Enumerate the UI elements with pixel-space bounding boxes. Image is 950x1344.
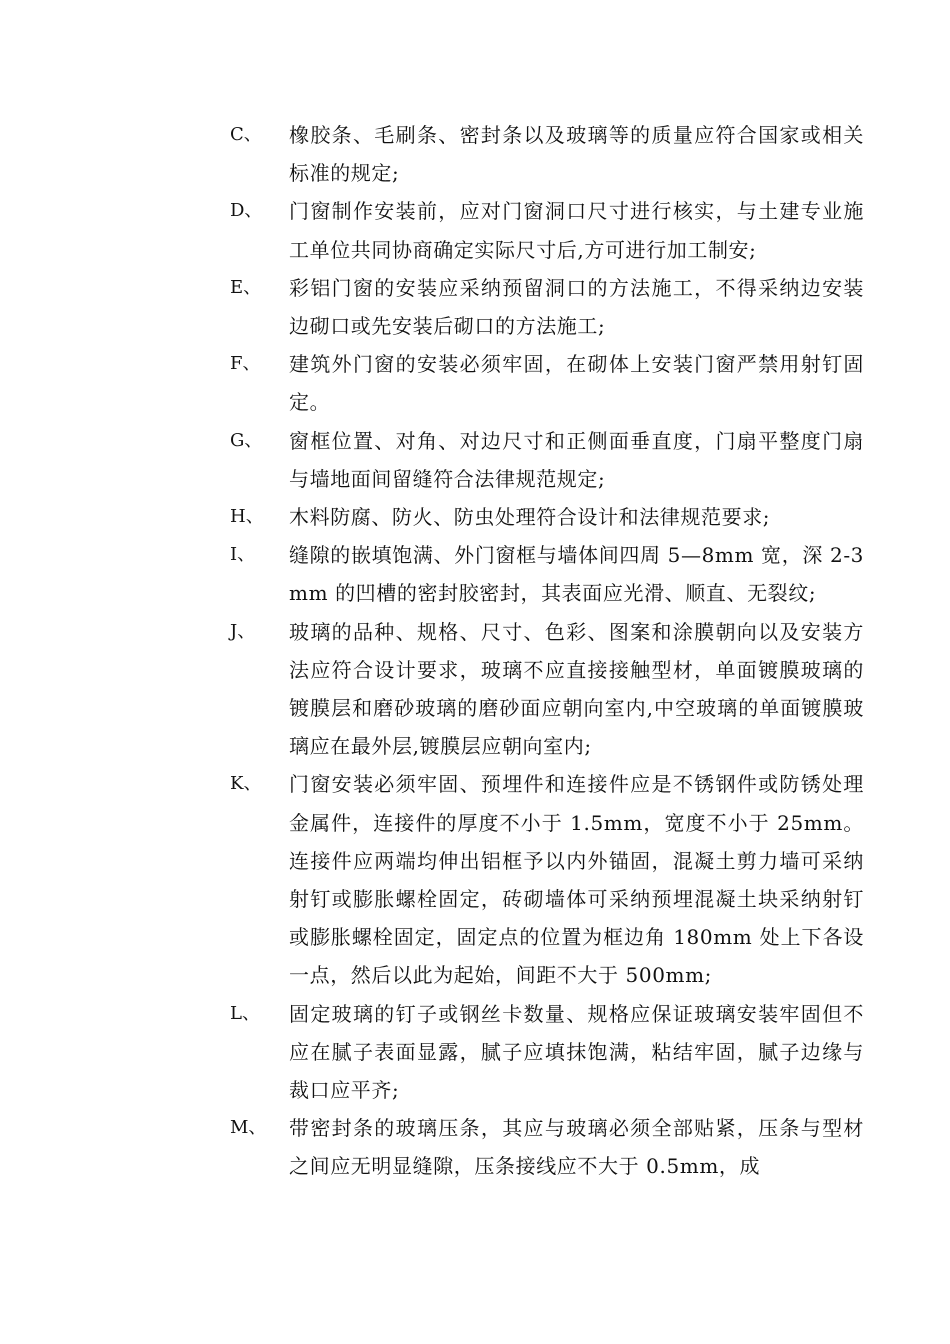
list-item: [230, 765, 870, 994]
list-item: [230, 345, 870, 421]
list-item: [230, 536, 870, 612]
item-marker: D、: [230, 200, 263, 222]
item-text: 门窗制作安装前，应对门窗洞口尺寸进行核实，与土建专业施工单位共同协商确定实际尺寸后,方可进行加工制安;: [289, 199, 864, 262]
item-marker: L、: [230, 1002, 260, 1024]
item-marker: E、: [230, 276, 262, 298]
item-text: 窗框位置、对角、对边尺寸和正侧面垂直度，门扇平整度门扇与墙地面间留缝符合法律规范规定;: [289, 428, 864, 491]
list-item: [230, 422, 870, 498]
list-item: [230, 269, 870, 345]
item-marker: G、: [230, 429, 263, 451]
item-text: 固定玻璃的钉子或钢丝卡数量、规格应保证玻璃安装牢固但不应在腻子表面显露，腻子应填抹饱满，粘结牢固，腻子边缘与裁口应平齐;: [289, 1001, 864, 1103]
item-text: 彩铝门窗的安装应采纳预留洞口的方法施工，不得采纳边安装边砌口或先安装后砌口的方法施工;: [289, 275, 864, 339]
list-item: [230, 995, 870, 1110]
list-item: [230, 613, 870, 766]
item-text: 门窗安装必须牢固、预埋件和连接件应是不锈钢件或防锈处理金属件，连接件的厚度不小于 1.5mm，宽度不小于 25mm。连接件应两端均伸出铝框予以内外锚固，混凝土剪力墙可采纳射钉或膨胀螺栓固定，砖砌墙体可采纳预埋混凝土块采纳射钉或膨胀螺栓固定，固定点的位置为框边角 180mm 处上下各设一点，然后以此为起始，间距不大于 500mm;: [289, 772, 864, 988]
item-marker: J、: [230, 620, 256, 642]
requirements-list: [230, 116, 870, 1186]
item-marker: K、: [230, 773, 262, 795]
list-item: [230, 116, 870, 192]
list-item: [230, 1109, 870, 1185]
item-text: 橡胶条、毛刷条、密封条以及玻璃等的质量应符合国家或相关标准的规定;: [289, 123, 864, 186]
item-text: 建筑外门窗的安装必须牢固，在砌体上安装门窗严禁用射钉固定。: [289, 352, 864, 415]
item-marker: H、: [230, 506, 264, 528]
item-marker: C、: [230, 124, 262, 145]
item-marker: F、: [230, 353, 261, 375]
item-marker: I、: [230, 544, 256, 566]
item-text: 带密封条的玻璃压条，其应与玻璃必须全部贴紧，压条与型材之间应无明显缝隙，压条接线应不大于 0.5mm，成: [289, 1116, 864, 1179]
item-text: 木料防腐、防火、防虫处理符合设计和法律规范要求;: [289, 505, 771, 530]
item-text: 玻璃的品种、规格、尺寸、色彩、图案和涂膜朝向以及安装方法应符合设计要求，玻璃不应直接接触型材，单面镀膜玻璃的镀膜层和磨砂玻璃的磨砂面应朝向室内,中空玻璃的单面镀膜玻璃应在最外层,镀膜层应朝向室内;: [289, 619, 864, 759]
list-item: [230, 498, 870, 536]
list-item: [230, 192, 870, 268]
item-marker: M、: [230, 1117, 267, 1139]
item-text: 缝隙的嵌填饱满、外门窗框与墙体间四周 5—8mm 宽，深 2-3mm 的凹槽的密封胶密封，其表面应光滑、顺直、无裂纹;: [289, 543, 864, 606]
